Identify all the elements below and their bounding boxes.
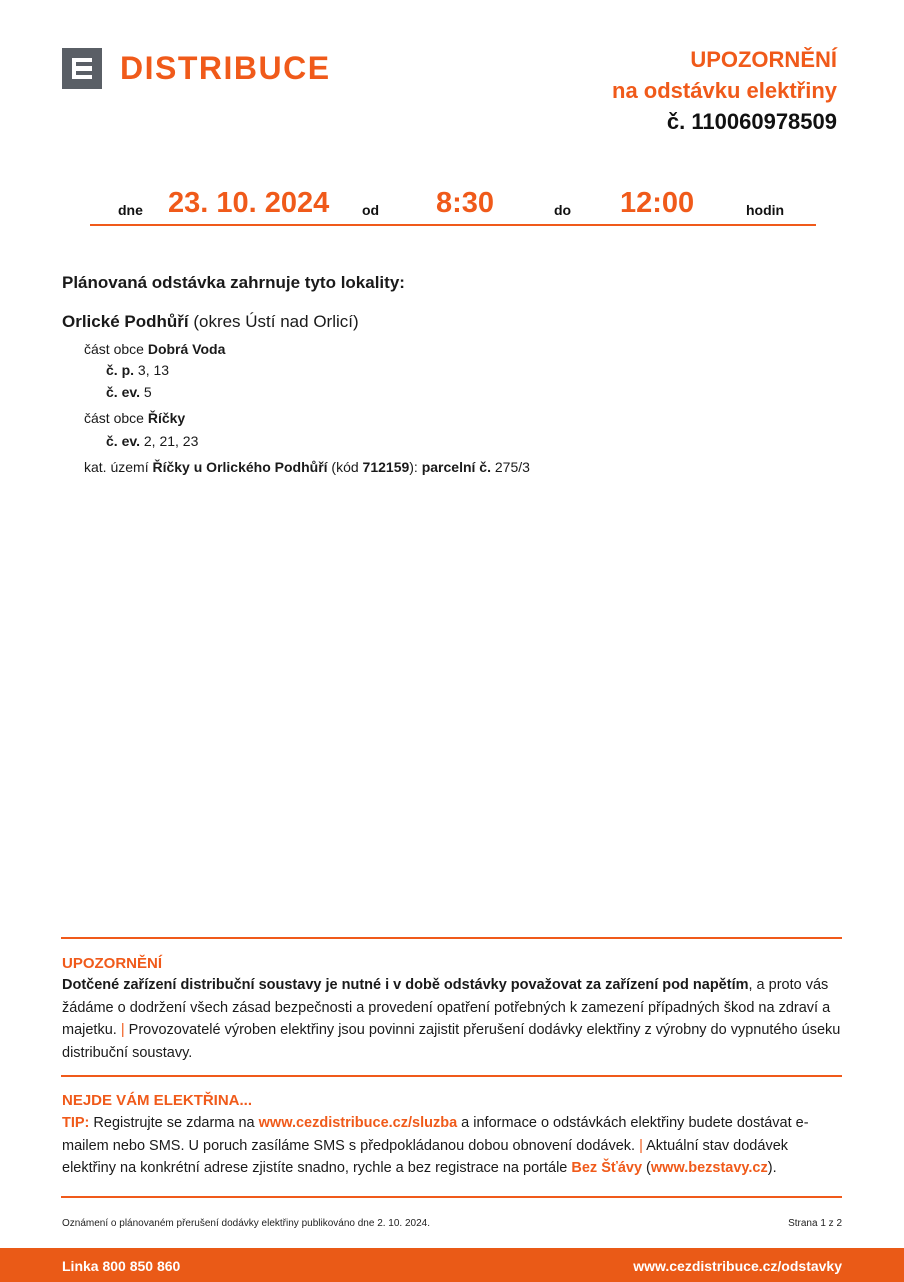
part-1-name: Dobrá Voda (147, 341, 226, 357)
cadastral-parcel: kat. území Říčky u Orlického Podhůří (kód 712159): parcelní č. 275/3 (84, 459, 530, 475)
footer-bar (0, 1248, 904, 1282)
date-label: dne (118, 202, 143, 218)
bezstavy-link[interactable]: www.bezstavy.cz (650, 1160, 768, 1176)
outage-end-time: 12:00 (620, 187, 695, 219)
company-logo (62, 48, 331, 89)
tip-text: TIP: Registrujte se zdarma na www.cezdistribuce.cz/sluzba a informace o odstávkách elektřiny budete dostávat e-mailem nebo SMS. U poruch zasíláme SMS s předpokládanou dobou obnovení dodávek. | Aktuální stav dodávek elektřiny na konkrétní adrese zjistíte snadno, rychle a bez registrace na portále Bez Šťávy (www.bezstavy.cz). (62, 1115, 809, 1176)
part-of-town-2: část obce Říčky (84, 410, 186, 426)
house-numbers-ev-1: č. ev. 5 (106, 384, 152, 400)
divider (61, 1196, 842, 1198)
to-label: do (554, 202, 572, 218)
schedule-row (90, 180, 816, 226)
part-of-town-1: část obce Dobrá Voda (84, 341, 226, 357)
from-label: od (362, 202, 380, 218)
registration-link[interactable]: www.cezdistribuce.cz/sluzba (258, 1115, 458, 1131)
notice-subtitle: na odstávku elektřiny (612, 78, 837, 103)
outage-start-time: 8:30 (436, 187, 495, 219)
logo-text: DISTRIBUCE (120, 50, 331, 86)
notice-title: UPOZORNĚNÍ (690, 47, 837, 72)
house-numbers-ev-2: č. ev. 2, 21, 23 (106, 433, 199, 449)
tip-title: NEJDE VÁM ELEKTŘINA... (62, 1092, 253, 1109)
warning-title: UPOZORNĚNÍ (62, 955, 163, 972)
notice-title-block (612, 44, 837, 137)
house-numbers-cp-1: č. p. 3, 13 (106, 362, 170, 378)
notice-number: č. 110060978509 (666, 109, 837, 134)
cez-logo-icon (62, 48, 102, 89)
outage-date: 23. 10. 2024 (168, 187, 330, 219)
footer-website-link[interactable]: www.cezdistribuce.cz/odstavky (633, 1258, 842, 1274)
localities-intro: Plánovaná odstávka zahrnuje tyto lokality: (62, 273, 405, 292)
warning-text: Dotčené zařízení distribuční soustavy je nutné i v době odstávky považovat za zařízení pod napětím, a proto vás žádáme o dodržení všech zásad bezpečnosti a provedení opatření potřebných k zamezení případných škod na zdraví a majetku. | Provozovatelé výroben elektřiny jsou povinni zajistit přerušení dodávky elektřiny z výrobny do vypnutého úseku distribuční soustavy. (62, 977, 841, 1061)
hours-label: hodin (746, 202, 785, 218)
portal-name: Bez Šťávy (571, 1160, 643, 1176)
municipality (62, 312, 359, 332)
page-number: Strana 1 z 2 (788, 1218, 842, 1229)
divider (61, 937, 842, 939)
district-name: (okres Ústí nad Orlicí) (193, 312, 359, 331)
publication-note: Oznámení o plánovaném přerušení dodávky elektřiny publikováno dne 2. 10. 2024. (62, 1218, 431, 1229)
hotline: Linka 800 850 860 (62, 1258, 181, 1274)
divider (61, 1075, 842, 1077)
part-2-name: Říčky (147, 410, 186, 426)
municipality-name: Orlické Podhůří (62, 312, 189, 331)
